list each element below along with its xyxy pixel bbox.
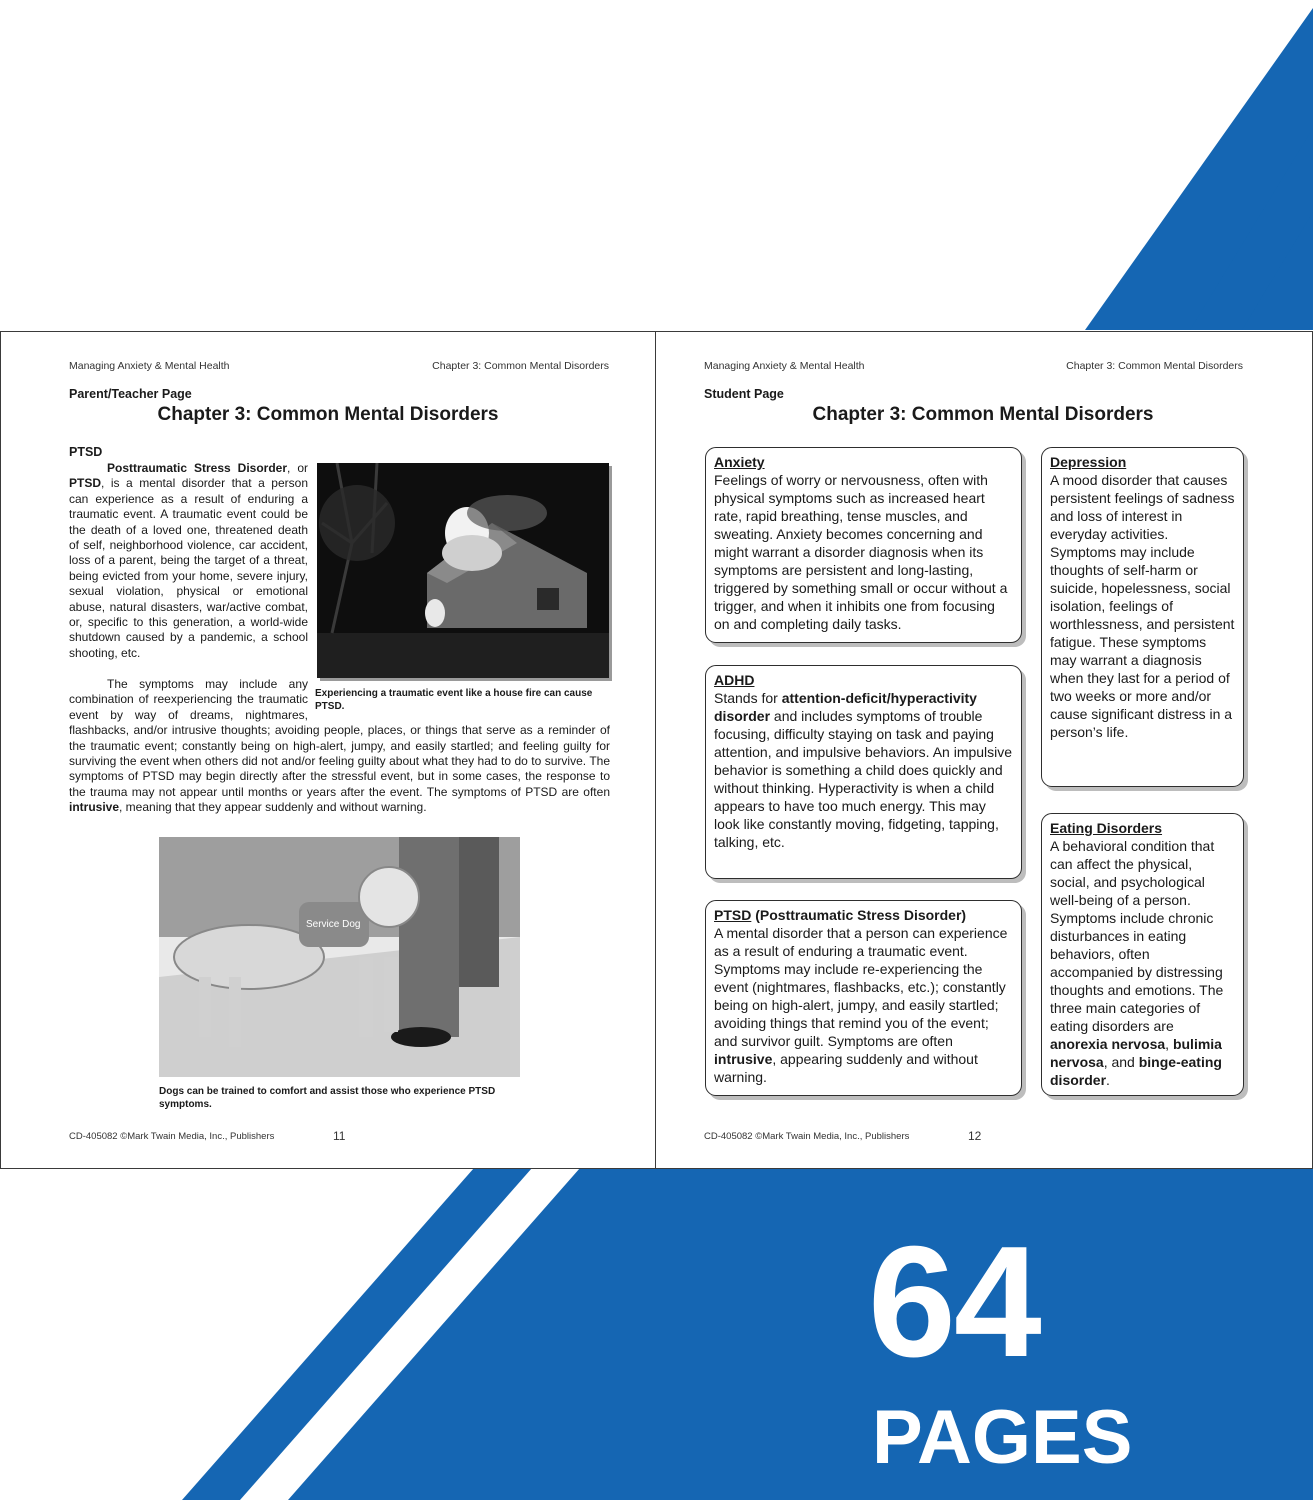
card-text-pre: A mental disorder that a person can experience as a result of enduring a traumatic event. Symptoms may include re-experiencing the event (nightmares, flashbacks, etc.); constantly being on high-alert, jumpy, and easily startled; avoiding things that remind you of the event; and survivor guilt. Symptoms are often — [714, 925, 1008, 1049]
ptsd-paragraph-2 — [69, 677, 610, 816]
page-number: 11 — [333, 1129, 346, 1143]
fire-photo-caption: Experiencing a traumatic event like a house fire can cause PTSD. — [315, 688, 593, 712]
anxiety-card — [705, 447, 1022, 643]
page-number: 12 — [968, 1129, 982, 1143]
card-title-row — [714, 906, 1013, 924]
ptsd-term: Posttraumatic Stress Disorder — [107, 461, 288, 475]
service-dog-photo — [159, 837, 520, 1077]
card-text — [714, 689, 1013, 851]
house-fire-illustration — [317, 463, 609, 678]
card-title: Eating Disorders — [1050, 820, 1163, 836]
page-type-label: Parent/Teacher Page — [69, 387, 192, 401]
card-text-bold-3: binge-eating disorder — [1050, 1054, 1222, 1088]
card-text-sep-1: , — [1165, 1036, 1173, 1052]
page-title: Chapter 3: Common Mental Disorders — [157, 404, 499, 425]
card-text: Feelings of worry or nervousness, often with physical symptoms such as increased heart rate, rapid breathing, tense muscles, and sweating. Anxiety becomes concerning and might warrant a disorder diagnosis when its symptoms are persistent and long-lasting, triggered by something small or occur without a trigger, and when it inhibits one from focusing on and completing daily tasks. — [714, 472, 1008, 632]
section-heading: PTSD — [69, 445, 103, 459]
card-text-bold: attention-deficit/hyperactivity disorder — [714, 690, 977, 724]
service-dog-vest-text: Service Dog — [306, 919, 361, 930]
right-page — [656, 332, 1310, 1168]
book-spread — [0, 331, 1313, 1169]
card-title: ADHD — [714, 672, 755, 688]
card-text-sep-2: , and — [1103, 1054, 1139, 1070]
card-title: Anxiety — [714, 454, 765, 470]
top-right-blue-band — [1085, 8, 1313, 330]
running-head-title: Managing Anxiety & Mental Health — [704, 360, 865, 372]
page-title: Chapter 3: Common Mental Disorders — [812, 404, 1154, 425]
card-title: Depression — [1050, 454, 1127, 470]
card-text-bold: intrusive — [714, 1051, 773, 1067]
intrusive-term: intrusive — [69, 800, 120, 815]
ptsd-card — [705, 900, 1022, 1096]
running-head-chapter: Chapter 3: Common Mental Disorders — [1066, 360, 1243, 372]
card-text — [714, 924, 1013, 1086]
card-text-bold-1: anorexia nervosa — [1050, 1036, 1166, 1052]
adhd-card — [705, 665, 1022, 879]
page-footer: CD-405082 ©Mark Twain Media, Inc., Publishers — [69, 1131, 275, 1142]
page-count-number: 64 — [868, 1214, 1040, 1390]
ptsd-p1-body: , is a mental disorder that a person can experience as a result of enduring a traumatic event. A traumatic event could be the death of a loved one, threatened death of self, neighborhood violence, car accident, loss of a parent, being the target of a threat, being evicted from your home, severe injury, sexual violation, physical or emotional abuse, natural disasters, war/active combat, or, specific to this generation, a world-wide shutdown caused by a pandemic, a school shooting, etc. — [69, 476, 308, 660]
ptsd-abbr: PTSD — [69, 476, 102, 491]
depression-card — [1041, 447, 1244, 787]
eating-disorders-card — [1041, 813, 1244, 1096]
left-page — [1, 332, 656, 1168]
service-dog-illustration — [159, 837, 520, 1077]
house-fire-photo — [317, 463, 609, 678]
running-head-title: Managing Anxiety & Mental Health — [69, 360, 230, 372]
card-text-pre: Stands for — [714, 690, 782, 706]
page-type-label: Student Page — [704, 387, 784, 401]
ptsd-p1-connector: , or — [287, 461, 308, 475]
card-text-bold-2: bulimia nervosa — [1050, 1036, 1222, 1070]
ptsd-p2-end: , meaning that they appear suddenly and without warning. — [119, 800, 427, 815]
running-head-chapter: Chapter 3: Common Mental Disorders — [432, 360, 609, 372]
card-text-pre: A behavioral condition that can affect the physical, social, and psychological well-being of a person. Symptoms include chronic disturbances in eating behaviors, often accompanied by distressing thoughts and emotions. The three main categories of eating disorders are — [1050, 838, 1224, 1034]
ptsd-p2-body: The symptoms may include any combination of reexperiencing the traumatic event by way of dreams, nightmares, flashbacks, and/or intrusive thoughts; avoiding people, places, or things that serve as a reminder of the traumatic event; constantly being on high-alert, jumpy, and easily startled; and feeling guilty for surviving the event when others did not and/or feeling guilty about what they had to do to survive. The symptoms of PTSD may begin directly after the stressful event, but in some cases, the response to the trauma may not appear until months or years after the event. The symptoms of PTSD are often — [69, 677, 610, 799]
ptsd-paragraph-1 — [69, 461, 308, 661]
card-text-post: . — [1106, 1072, 1110, 1088]
page-footer: CD-405082 ©Mark Twain Media, Inc., Publishers — [704, 1131, 910, 1142]
card-text-post: and includes symptoms of trouble focusing, difficulty staying on task and paying attention, and impulsive behaviors. An impulsive behavior is something a child does quickly and without thinking. Hyperactivity is when a child appears to have too much energy. This may look like constantly moving, fidgeting, tapping, talking, etc. — [714, 708, 1013, 850]
card-text — [1050, 837, 1235, 1089]
card-title: PTSD — [714, 907, 752, 923]
card-text: A mood disorder that causes persistent feelings of sadness and loss of interest in everyday activities. Symptoms may include thoughts of self-harm or suicide, hopelessness, social isolation, feelings of worthlessness, and persistent fatigue. These symptoms may warrant a diagnosis when they last for a period of two weeks or more and/or cause significant distress in a person’s life. — [1050, 472, 1235, 740]
page-count-label: PAGES — [872, 1395, 1133, 1480]
card-text-post: , appearing suddenly and without warning. — [714, 1051, 978, 1085]
card-subtitle: (Posttraumatic Stress Disorder) — [751, 907, 967, 923]
dog-photo-caption: Dogs can be trained to comfort and assist those who experience PTSD symptoms. — [159, 1086, 496, 1110]
